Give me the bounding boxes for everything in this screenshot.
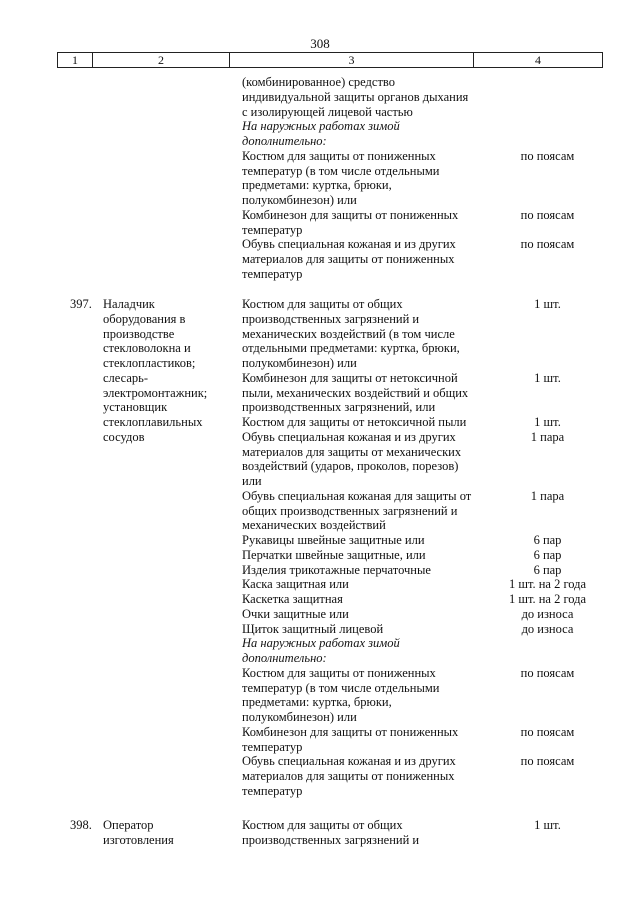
entry-397-profession-line-7: установщик: [103, 400, 168, 415]
entry-397-item-4-line-0: Обувь специальная кожаная для защиты от: [242, 488, 472, 503]
table-header: [57, 52, 603, 68]
entry-397-item-0-line-1: производственных загрязнений и: [242, 311, 420, 326]
entry-397-item-4-line-1: общих производственных загрязнений и: [242, 503, 458, 518]
top-item-4-line-2: температур: [242, 266, 303, 281]
entry-397-norm-1: 1 шт.: [534, 370, 561, 385]
entry-397-norm-0: 1 шт.: [534, 297, 561, 311]
entry-398-item-0-line-0: Костюм для защиты от общих: [242, 818, 403, 832]
top-item-2-line-2: предметами: куртка, брюки,: [242, 178, 392, 193]
entry-397-norm-8: 1 шт. на 2 года: [508, 577, 587, 592]
entry-397-item-3-line-2: воздействий (ударов, проколов, порезов): [242, 459, 459, 474]
top-item-3-line-1: температур: [242, 222, 303, 237]
entry-397-item-13-line-1: температур (в том числе отдельными: [242, 680, 440, 695]
entry-397-profession-line-5: слесарь-: [103, 370, 149, 385]
entry-397-item-13-line-2: предметами: куртка, брюки,: [242, 695, 392, 710]
entry-397-norm-11: до износа: [521, 621, 574, 636]
entry-397-profession-line-1: оборудования в: [103, 311, 186, 326]
entry-397-item-1-line-2: производственных загрязнений, или: [242, 400, 436, 415]
entry-397-item-9-line-0: Каскетка защитная: [242, 592, 343, 606]
entry-397-norm-2: 1 шт.: [534, 415, 561, 429]
entry-397-item-12-line-1: дополнительно:: [242, 651, 327, 665]
header-col-1: 1: [58, 53, 93, 67]
entry-397-item-5-line-0: Рукавицы швейные защитные или: [242, 533, 425, 547]
entry-397-item-0-line-3: отдельными предметами: куртка, брюки,: [242, 341, 460, 356]
entry-397-norm-9: 1 шт. на 2 года: [508, 592, 587, 606]
entry-397-item-15-line-2: температур: [242, 783, 303, 798]
entry-397-item-14-line-1: температур: [242, 739, 303, 754]
entry-397-item-10-line-0: Очки защитные или: [242, 606, 349, 621]
top-norm-4: по поясам: [520, 237, 575, 252]
entry-397-item-13-line-0: Костюм для защиты от пониженных: [242, 665, 436, 680]
entry-397-item-13-line-3: полукомбинезон) или: [242, 710, 357, 724]
entry-397-norm-5: 6 пар: [533, 533, 562, 547]
entry-397-item-4-line-2: механических воздействий: [242, 518, 386, 533]
entry-397-item-3-line-0: Обувь специальная кожаная и из других: [242, 429, 456, 444]
top-item-0-line-1: индивидуальной защиты органов дыхания: [242, 89, 469, 104]
top-item-2-line-1: температур (в том числе отдельными: [242, 163, 440, 178]
entry-397-profession-line-0: Наладчик: [103, 297, 155, 311]
entry-397-profession-line-8: стеклоплавильных: [103, 415, 203, 429]
top-item-1-line-1: дополнительно:: [242, 134, 327, 148]
entry-397-item-2-line-0: Костюм для защиты от нетоксичной пыли: [242, 415, 467, 429]
entry-397-item-12-line-0: На наружных работах зимой: [242, 636, 400, 651]
top-norm-2: по поясам: [520, 148, 575, 163]
entry-397-norm-6: 6 пар: [533, 547, 562, 562]
top-item-0-line-0: (комбинированное) средство: [242, 75, 395, 89]
top-item-4-line-1: материалов для защиты от пониженных: [242, 252, 455, 266]
entry-397-norm-14: по поясам: [520, 724, 575, 739]
page-number: 308: [310, 36, 330, 51]
entry-397-item-8-line-0: Каска защитная или: [242, 577, 349, 592]
entry-397-profession-line-9: сосудов: [103, 429, 145, 444]
header-col-3: 3: [230, 53, 474, 67]
entry-397-item-0-line-2: механических воздействий (в том числе: [242, 326, 455, 341]
entry-397-item-7-line-0: Изделия трикотажные перчаточные: [242, 562, 431, 577]
entry-397-item-1-line-0: Комбинезон для защиты от нетоксичной: [242, 370, 458, 385]
entry-397-item-3-line-1: материалов для защиты от механических: [242, 444, 462, 459]
entry-397-item-0-line-4: полукомбинезон) или: [242, 356, 357, 370]
entry-397-item-15-line-0: Обувь специальная кожаная и из других: [242, 754, 456, 769]
entry-397-profession-line-4: стеклопластиков;: [103, 356, 196, 370]
header-col-2: 2: [93, 53, 230, 67]
entry-397-norm-13: по поясам: [520, 665, 575, 680]
top-norm-3: по поясам: [520, 207, 575, 222]
entry-397-profession-line-2: производстве: [103, 326, 175, 341]
entry-397-item-6-line-0: Перчатки швейные защитные, или: [242, 547, 426, 562]
entry-398-number: 398.: [70, 818, 92, 832]
entry-397-norm-4: 1 пара: [530, 488, 565, 503]
top-item-1-line-0: На наружных работах зимой: [242, 119, 400, 134]
top-item-3-line-0: Комбинезон для защиты от пониженных: [242, 207, 459, 222]
entry-397-item-11-line-0: Щиток защитный лицевой: [242, 621, 384, 636]
entry-398-profession-line-0: Оператор: [103, 818, 154, 832]
entry-397-norm-15: по поясам: [520, 754, 575, 769]
top-item-4-line-0: Обувь специальная кожаная и из других: [242, 237, 456, 252]
entry-398-profession-line-1: изготовления: [103, 832, 174, 847]
entry-398-item-0-line-1: производственных загрязнений и: [242, 832, 420, 847]
entry-397-number: 397.: [70, 297, 92, 311]
entry-397-item-3-line-3: или: [242, 474, 262, 488]
entry-397-profession-line-3: стекловолокна и: [103, 341, 191, 356]
entry-397-norm-10: до износа: [521, 606, 574, 621]
entry-397-item-1-line-1: пыли, механических воздействий и общих: [242, 385, 469, 400]
entry-397-norm-3: 1 пара: [530, 429, 565, 444]
header-col-4: 4: [535, 52, 541, 67]
entry-397-norm-7: 6 пар: [533, 562, 562, 577]
entry-398-norm-0: 1 шт.: [534, 818, 561, 832]
entry-397-item-15-line-1: материалов для защиты от пониженных: [242, 769, 455, 783]
entry-397-item-14-line-0: Комбинезон для защиты от пониженных: [242, 724, 459, 739]
entry-397-profession-line-6: электромонтажник;: [103, 385, 208, 400]
entry-397-item-0-line-0: Костюм для защиты от общих: [242, 297, 403, 311]
top-item-2-line-3: полукомбинезон) или: [242, 193, 357, 207]
top-item-2-line-0: Костюм для защиты от пониженных: [242, 148, 436, 163]
top-item-0-line-2: с изолирующей лицевой частью: [242, 104, 413, 119]
